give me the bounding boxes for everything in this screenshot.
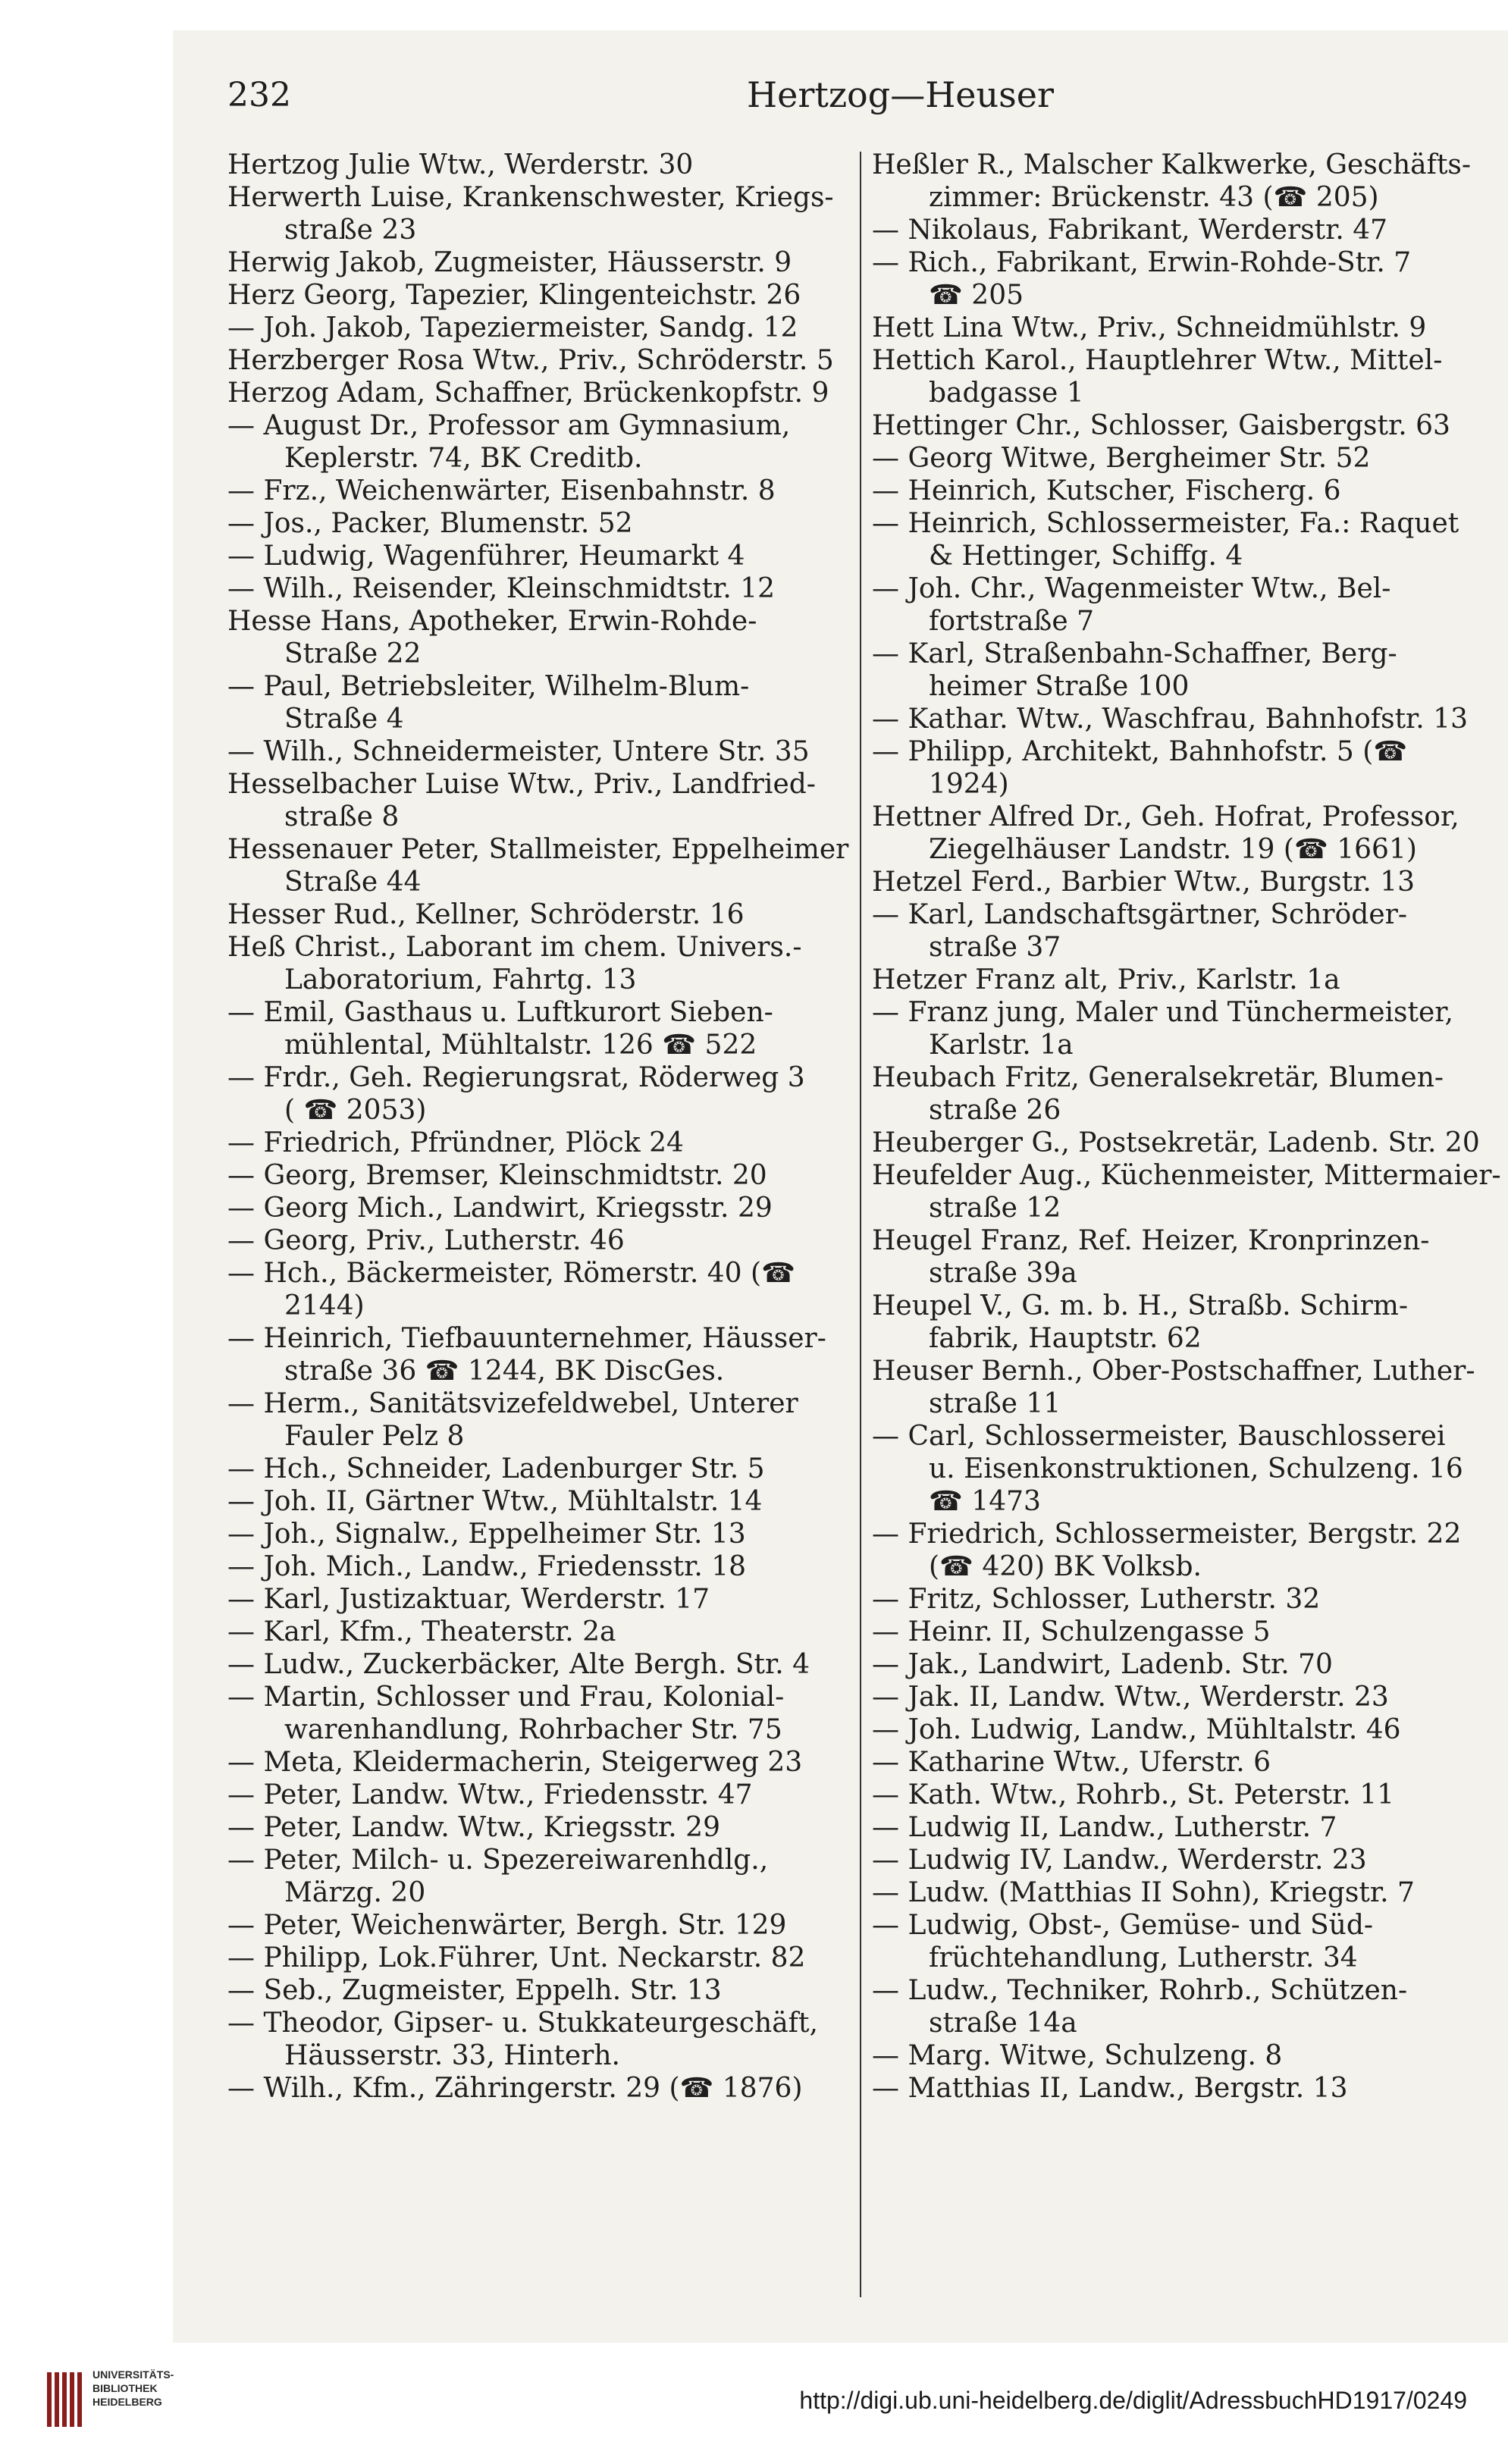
directory-entry-line: — Emil, Gasthaus u. Luftkurort Sieben- bbox=[227, 997, 773, 1028]
directory-entry-line: badgasse 1 bbox=[929, 378, 1084, 409]
logo-line: BIBLIOTHEK bbox=[92, 2382, 158, 2394]
directory-entry-line: straße 12 bbox=[929, 1193, 1061, 1224]
directory-entry-line: — Karl, Justizaktuar, Werderstr. 17 bbox=[227, 1584, 710, 1615]
directory-entry-line: — Martin, Schlosser und Frau, Kolonial- bbox=[227, 1682, 785, 1713]
directory-entry-line: Hertzog Julie Wtw., Werderstr. 30 bbox=[227, 149, 694, 180]
directory-entry-line: straße 26 bbox=[929, 1095, 1061, 1126]
directory-entry-line: — Meta, Kleidermacherin, Steigerweg 23 bbox=[227, 1747, 803, 1778]
directory-entry-line: Hesse Hans, Apotheker, Erwin-Rohde- bbox=[227, 606, 757, 637]
directory-entry-line: Herzog Adam, Schaffner, Brückenkopfstr. 9 bbox=[227, 378, 829, 409]
directory-entry-line: straße 39a bbox=[929, 1258, 1077, 1289]
directory-entry-line: — Wilh., Reisender, Kleinschmidtstr. 12 bbox=[227, 573, 776, 604]
directory-entry-line: — Georg, Priv., Lutherstr. 46 bbox=[227, 1225, 625, 1256]
directory-entry-line: Heugel Franz, Ref. Heizer, Kronprinzen- bbox=[872, 1225, 1430, 1256]
directory-entry-line: — Heinr. II, Schulzengasse 5 bbox=[872, 1616, 1271, 1647]
directory-entry-line: Heuberger G., Postsekretär, Ladenb. Str. 20 bbox=[872, 1127, 1480, 1158]
directory-entry-line: Heuser Bernh., Ober-Postschaffner, Luther- bbox=[872, 1356, 1475, 1387]
directory-entry-line: — Jak. II, Landw. Wtw., Werderstr. 23 bbox=[872, 1682, 1389, 1713]
directory-entry-line: — Karl, Straßenbahn-Schaffner, Berg- bbox=[872, 638, 1397, 669]
directory-entry-line: straße 8 bbox=[284, 801, 400, 832]
library-logo bbox=[45, 2362, 190, 2445]
source-url-link[interactable]: http://digi.ub.uni-heidelberg.de/diglit/AdressbuchHD1917/0249 bbox=[799, 2387, 1467, 2414]
directory-entry-line: — Joh. Mich., Landw., Friedensstr. 18 bbox=[227, 1551, 747, 1582]
directory-entry-line: Herwig Jakob, Zugmeister, Häusserstr. 9 bbox=[227, 247, 792, 278]
directory-entry-line: Heupel V., G. m. b. H., Straßb. Schirm- bbox=[872, 1290, 1409, 1321]
directory-entry-line: — Franz jung, Maler und Tünchermeister, bbox=[872, 997, 1453, 1028]
directory-entry-line: — Ludw. (Matthias II Sohn), Kriegstr. 7 bbox=[872, 1877, 1415, 1908]
directory-entry-line: — Nikolaus, Fabrikant, Werderstr. 47 bbox=[872, 215, 1388, 246]
directory-entry-line: — Kathar. Wtw., Waschfrau, Bahnhofstr. 13 bbox=[872, 704, 1468, 735]
directory-entry-line: Straße 44 bbox=[284, 867, 422, 898]
directory-entry-line: Märzg. 20 bbox=[284, 1877, 426, 1908]
directory-entry-line: — Frdr., Geh. Regierungsrat, Röderweg 3 bbox=[227, 1062, 805, 1093]
directory-entry-line: Keplerstr. 74, BK Creditb. bbox=[284, 443, 643, 474]
logo-line: UNIVERSITÄTS- bbox=[92, 2368, 174, 2381]
directory-entry-line: Hettner Alfred Dr., Geh. Hofrat, Professor, bbox=[872, 801, 1459, 832]
directory-entry-line: Hesser Rud., Kellner, Schröderstr. 16 bbox=[227, 899, 745, 930]
directory-entry-line: straße 37 bbox=[929, 932, 1061, 963]
directory-entry-line: 2144) bbox=[284, 1290, 365, 1321]
directory-entry-line: Laboratorium, Fahrtg. 13 bbox=[284, 964, 637, 995]
directory-entry-line: — Ludwig, Obst-, Gemüse- und Süd- bbox=[872, 1910, 1374, 1941]
directory-entry-line: — Frz., Weichenwärter, Eisenbahnstr. 8 bbox=[227, 475, 776, 506]
directory-entry-line: warenhandlung, Rohrbacher Str. 75 bbox=[284, 1714, 782, 1745]
directory-entry-line: — Theodor, Gipser- u. Stukkateurgeschäft, bbox=[227, 2008, 818, 2039]
directory-entry-line: (☎ 420) BK Volksb. bbox=[929, 1551, 1202, 1582]
directory-entry-line: — Peter, Milch- u. Spezereiwarenhdlg., bbox=[227, 1845, 769, 1876]
directory-entry-line: — August Dr., Professor am Gymnasium, bbox=[227, 410, 791, 441]
directory-entry-line: — Jak., Landwirt, Ladenb. Str. 70 bbox=[872, 1649, 1333, 1680]
directory-entry-line: — Wilh., Kfm., Zähringerstr. 29 (☎ 1876) bbox=[227, 2073, 803, 2104]
directory-entry-line: Herwerth Luise, Krankenschwester, Kriegs- bbox=[227, 182, 834, 213]
directory-entry-line: — Joh. II, Gärtner Wtw., Mühltalstr. 14 bbox=[227, 1486, 763, 1517]
directory-entry-line: — Joh. Ludwig, Landw., Mühltalstr. 46 bbox=[872, 1714, 1401, 1745]
directory-entry-line: u. Eisenkonstruktionen, Schulzeng. 16 bbox=[929, 1453, 1463, 1484]
directory-entry-line: — Peter, Weichenwärter, Bergh. Str. 129 bbox=[227, 1910, 787, 1941]
directory-entry-line: Hett Lina Wtw., Priv., Schneidmühlstr. 9 bbox=[872, 312, 1427, 343]
directory-entry-line: — Peter, Landw. Wtw., Kriegsstr. 29 bbox=[227, 1812, 720, 1843]
directory-entry-line: straße 36 ☎ 1244, BK DiscGes. bbox=[284, 1356, 725, 1387]
column-divider bbox=[860, 152, 861, 2297]
directory-entry-line: Fauler Pelz 8 bbox=[284, 1421, 465, 1452]
directory-entry-line: — Katharine Wtw., Uferstr. 6 bbox=[872, 1747, 1271, 1778]
directory-entry-line: — Heinrich, Schlossermeister, Fa.: Raquet bbox=[872, 508, 1459, 539]
directory-entry-line: Straße 22 bbox=[284, 638, 422, 669]
directory-entry-line: — Ludwig IV, Landw., Werderstr. 23 bbox=[872, 1845, 1367, 1876]
library-logo-text bbox=[92, 2368, 244, 2409]
directory-entry-line: zimmer: Brückenstr. 43 (☎ 205) bbox=[929, 182, 1379, 213]
directory-entry-line: Hettich Karol., Hauptlehrer Wtw., Mittel- bbox=[872, 345, 1443, 376]
directory-entry-line: — Georg, Bremser, Kleinschmidtstr. 20 bbox=[227, 1160, 767, 1191]
directory-entry-line: — Marg. Witwe, Schulzeng. 8 bbox=[872, 2040, 1283, 2071]
directory-entry-line: — Carl, Schlossermeister, Bauschlosserei bbox=[872, 1421, 1446, 1452]
directory-entry-line: Ziegelhäuser Landstr. 19 (☎ 1661) bbox=[929, 834, 1417, 865]
directory-entry-line: straße 11 bbox=[929, 1388, 1061, 1419]
directory-entry-line: — Philipp, Lok.Führer, Unt. Neckarstr. 82 bbox=[227, 1942, 806, 1973]
directory-entry-line: — Ludw., Zuckerbäcker, Alte Bergh. Str. 4 bbox=[227, 1649, 810, 1680]
directory-entry-line: ( ☎ 2053) bbox=[284, 1095, 427, 1126]
directory-entry-line: — Philipp, Architekt, Bahnhofstr. 5 (☎ bbox=[872, 736, 1408, 767]
right-column bbox=[872, 149, 1508, 2105]
directory-entry-line: — Heinrich, Kutscher, Fischerg. 6 bbox=[872, 475, 1341, 506]
directory-entry-line: — Karl, Kfm., Theaterstr. 2a bbox=[227, 1616, 616, 1647]
directory-entry-line: heimer Straße 100 bbox=[929, 671, 1190, 702]
directory-entry-line: — Ludwig, Wagenführer, Heumarkt 4 bbox=[227, 541, 745, 572]
directory-entry-line: Herz Georg, Tapezier, Klingenteichstr. 26 bbox=[227, 280, 801, 311]
library-logo-icon bbox=[45, 2369, 85, 2430]
directory-entry-line: — Matthias II, Landw., Bergstr. 13 bbox=[872, 2073, 1348, 2104]
directory-entry-line: Heubach Fritz, Generalsekretär, Blumen- bbox=[872, 1062, 1444, 1093]
directory-entry-line: Hesselbacher Luise Wtw., Priv., Landfried- bbox=[227, 769, 816, 800]
directory-entry-line: Heßler R., Malscher Kalkwerke, Geschäfts- bbox=[872, 149, 1472, 180]
directory-entry-line: — Wilh., Schneidermeister, Untere Str. 35 bbox=[227, 736, 810, 767]
directory-entry-line: Häusserstr. 33, Hinterh. bbox=[284, 2040, 620, 2071]
directory-entry-line: — Joh., Signalw., Eppelheimer Str. 13 bbox=[227, 1519, 746, 1550]
directory-entry-line: — Friedrich, Pfründner, Plöck 24 bbox=[227, 1127, 684, 1158]
directory-entry-line: Hessenauer Peter, Stallmeister, Eppelheimer bbox=[227, 834, 849, 865]
directory-entry-line: — Seb., Zugmeister, Eppelh. Str. 13 bbox=[227, 1975, 722, 2006]
directory-entry-line: Herzberger Rosa Wtw., Priv., Schröderstr. 5 bbox=[227, 345, 834, 376]
directory-entry-line: — Hch., Schneider, Ladenburger Str. 5 bbox=[227, 1453, 765, 1484]
page-header: Hertzog—Heuser bbox=[747, 74, 1054, 115]
directory-entry-line: — Karl, Landschaftsgärtner, Schröder- bbox=[872, 899, 1407, 930]
directory-entry-line: Hettinger Chr., Schlosser, Gaisbergstr. 63 bbox=[872, 410, 1450, 441]
directory-entry-line: & Hettinger, Schiffg. 4 bbox=[929, 541, 1243, 572]
directory-entry-line: — Joh. Chr., Wagenmeister Wtw., Bel- bbox=[872, 573, 1391, 604]
left-column bbox=[227, 149, 849, 2105]
directory-entry-line: — Friedrich, Schlossermeister, Bergstr. 22 bbox=[872, 1519, 1462, 1550]
directory-entry-line: straße 23 bbox=[284, 215, 417, 246]
directory-entry-line: — Heinrich, Tiefbauunternehmer, Häusser- bbox=[227, 1323, 826, 1354]
directory-entry-line: fortstraße 7 bbox=[929, 606, 1094, 637]
directory-entry-line: — Ludwig II, Landw., Lutherstr. 7 bbox=[872, 1812, 1337, 1843]
directory-entry-line: früchtehandlung, Lutherstr. 34 bbox=[929, 1942, 1358, 1973]
directory-entry-line: fabrik, Hauptstr. 62 bbox=[929, 1323, 1202, 1354]
directory-entry-line: — Georg Witwe, Bergheimer Str. 52 bbox=[872, 443, 1371, 474]
directory-entry-line: ☎ 205 bbox=[929, 280, 1024, 311]
directory-entry-line: — Hch., Bäckermeister, Römerstr. 40 (☎ bbox=[227, 1258, 795, 1289]
directory-entry-line: Straße 4 bbox=[284, 704, 404, 735]
directory-entry-line: — Fritz, Schlosser, Lutherstr. 32 bbox=[872, 1584, 1321, 1615]
right-column-clip bbox=[872, 149, 1508, 2317]
directory-entry-line: — Rich., Fabrikant, Erwin-Rohde-Str. 7 bbox=[872, 247, 1412, 278]
directory-entry-line: Hetzer Franz alt, Priv., Karlstr. 1a bbox=[872, 964, 1340, 995]
directory-entry-line: Heß Christ., Laborant im chem. Univers.- bbox=[227, 932, 802, 963]
directory-entry-line: — Peter, Landw. Wtw., Friedensstr. 47 bbox=[227, 1779, 753, 1810]
directory-entry-line: mühlental, Mühltalstr. 126 ☎ 522 bbox=[284, 1030, 757, 1061]
directory-entry-line: ☎ 1473 bbox=[929, 1486, 1041, 1517]
directory-entry-line: — Paul, Betriebsleiter, Wilhelm-Blum- bbox=[227, 671, 750, 702]
directory-entry-line: — Georg Mich., Landwirt, Kriegsstr. 29 bbox=[227, 1193, 773, 1224]
logo-line: HEIDELBERG bbox=[92, 2396, 162, 2408]
directory-entry-line: 1924) bbox=[929, 769, 1009, 800]
directory-entry-line: straße 14a bbox=[929, 2008, 1077, 2039]
page-number: 232 bbox=[227, 76, 291, 114]
directory-entry-line: Karlstr. 1a bbox=[929, 1030, 1074, 1061]
directory-entry-line: — Joh. Jakob, Tapeziermeister, Sandg. 12 bbox=[227, 312, 798, 343]
directory-entry-line: Hetzel Ferd., Barbier Wtw., Burgstr. 13 bbox=[872, 867, 1416, 898]
directory-entry-line: — Jos., Packer, Blumenstr. 52 bbox=[227, 508, 633, 539]
directory-entry-line: — Ludw., Techniker, Rohrb., Schützen- bbox=[872, 1975, 1408, 2006]
directory-entry-line: — Kath. Wtw., Rohrb., St. Peterstr. 11 bbox=[872, 1779, 1395, 1810]
directory-entry-line: — Herm., Sanitätsvizefeldwebel, Unterer bbox=[227, 1388, 798, 1419]
directory-entry-line: Heufelder Aug., Küchenmeister, Mittermaier- bbox=[872, 1160, 1501, 1191]
